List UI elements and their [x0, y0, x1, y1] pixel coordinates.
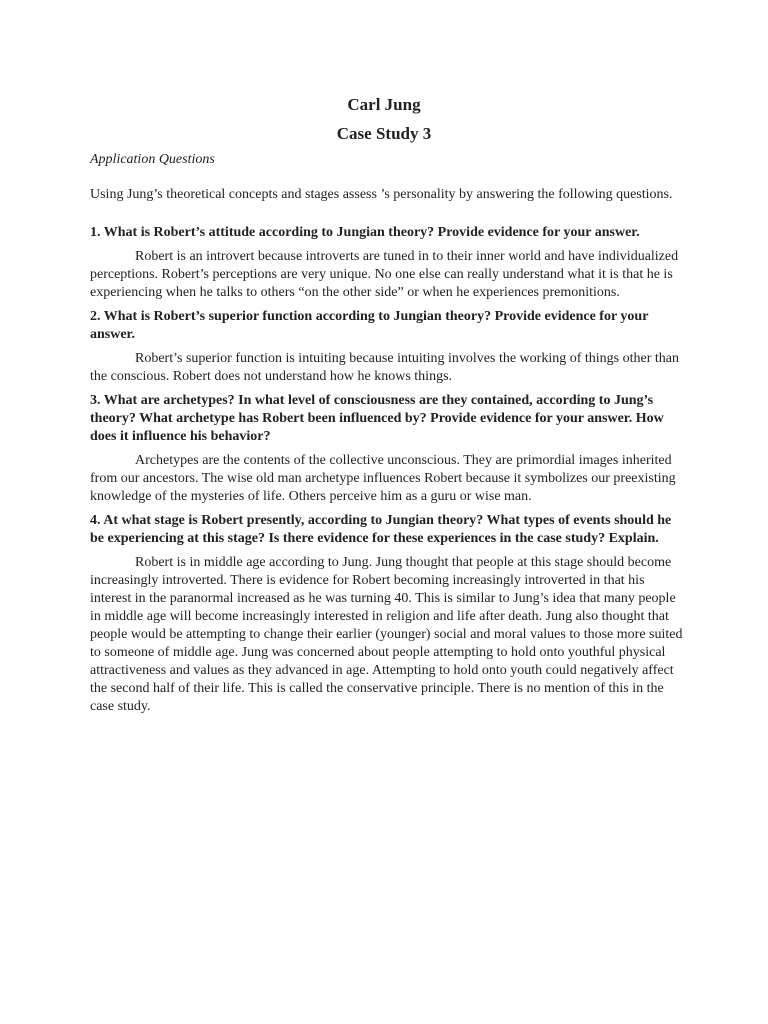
answer-4: Robert is in middle age according to Jung. Jung thought that people at this stage should become increasingly introverted. There is evidence for Robert becoming increasingly introverted in that his interest in the paranormal increased as he was turning 40. This is similar to Jung’s idea that many people in middle age will become increasingly interested in religion and life after death. Jung also thought that people would be attempting to change their earlier (younger) social and moral values to those more suited to someone of middle age. Jung was concerned about people attempting to hold onto youthful physical attractiveness and values as they advanced in age. Attempting to hold onto youth could negatively affect the second half of their life. This is called the conservative principle. There is no mention of this in the case study.: [90, 555, 683, 714]
document-title: Carl Jung: [347, 95, 421, 114]
question-3: 3. What are archetypes? In what level of consciousness are they contained, according to Jung’s theory? What archetype has Robert been influenced by? Provide evidence for your answer. How does it influence his behavior?: [90, 393, 664, 444]
answer-1: Robert is an introvert because introverts are tuned in to their inner world and have individualized perceptions. Robert’s perceptions are very unique. No one else can really understand what it is that he is experiencing when he talks to others “on the other side” or when he experiences premonitions.: [90, 249, 679, 300]
question-2: 2. What is Robert’s superior function according to Jungian theory? Provide evidence for your answer.: [90, 309, 649, 342]
answer-2: Robert’s superior function is intuiting because intuiting involves the working of things other than the conscious. Robert does not understand how he knows things.: [90, 351, 679, 384]
intro-paragraph: Using Jung’s theoretical concepts and stages assess ’s personality by answering the following questions.: [90, 187, 673, 202]
question-1: 1. What is Robert’s attitude according to Jungian theory? Provide evidence for your answer.: [90, 225, 640, 240]
answer-3: Archetypes are the contents of the collective unconscious. They are primordial images inherited from our ancestors. The wise old man archetype influences Robert because it symbolizes our preexisting knowledge of the mysteries of life. Others perceive him as a guru or wise man.: [90, 453, 676, 504]
section-label: Application Questions: [90, 152, 215, 167]
question-4: 4. At what stage is Robert presently, according to Jungian theory? What types of events should he be experiencing at this stage? Is there evidence for these experiences in the case study? Explain.: [90, 513, 672, 546]
document-body: [90, 186, 686, 716]
document-subtitle: Case Study 3: [336, 124, 432, 143]
